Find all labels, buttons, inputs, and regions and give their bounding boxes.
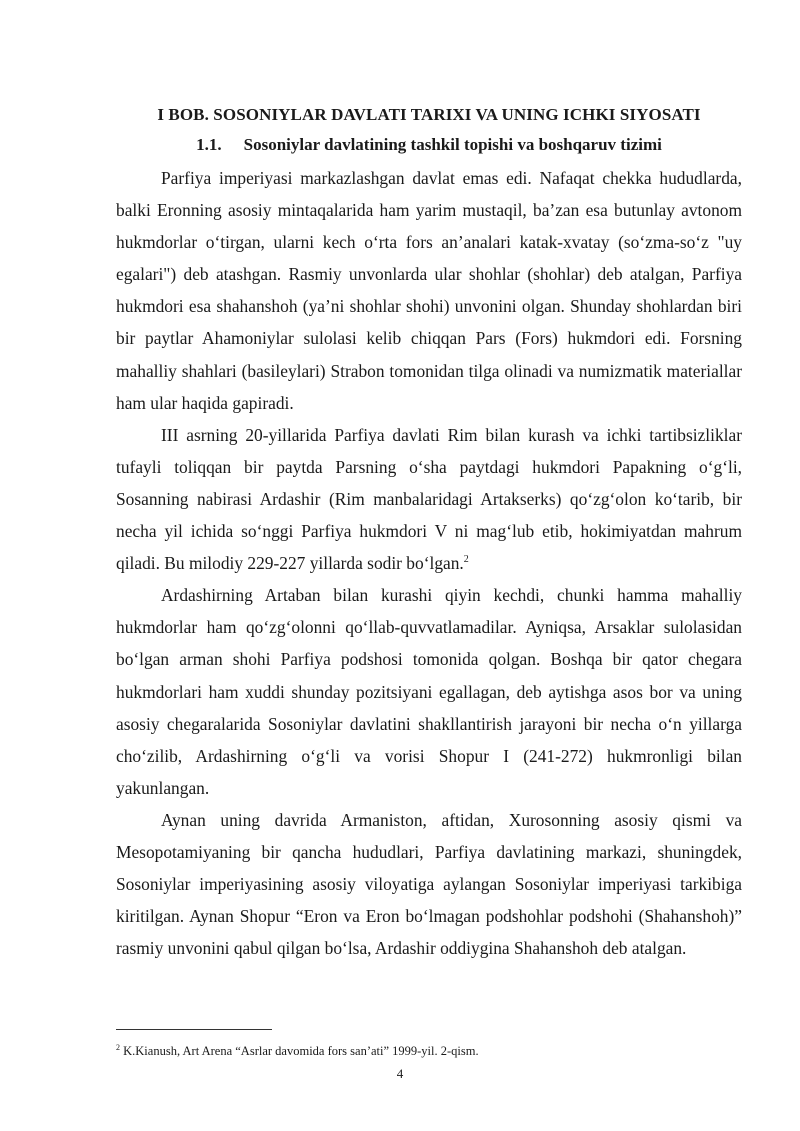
chapter-title: I BOB. SOSONIYLAR DAVLATI TARIXI VA UNING ICHKI SIYOSATI [157, 105, 701, 124]
section-heading [116, 130, 742, 160]
footnote [116, 1040, 742, 1059]
paragraph [116, 579, 742, 804]
footnote-marker: 2 [116, 1043, 120, 1052]
paragraph [116, 804, 742, 964]
section-title: Sosoniylar davlatining tashkil topishi va boshqaruv tizimi [243, 135, 662, 154]
footnote-reference[interactable]: 2 [463, 554, 469, 566]
footnote-text: K.Kianush, Art Arena “Asrlar davomida fors san’ati” 1999-yil. 2-qism. [120, 1044, 479, 1059]
paragraph-text: III asrning 20-yillarida Parfiya davlati Rim bilan kurash va ichki tartibsizliklar tufayli toliqqan bir paytda Parsning o‘sha paytdagi hukmdori Papakning o‘g‘li, Sosanning nabirasi Ardashir (Rim manbalaridagi Artakserks) qo‘zg‘olon ko‘tarib, bir necha yil ichida so‘nggi Parfiya hukmdori V ni mag‘lub etib, hokimiyatdan mahrum qiladi. Bu milodiy 229-227 yillarda sodir bo‘lgan. [116, 424, 742, 574]
paragraph-text: Ardashirning Artaban bilan kurashi qiyin kechdi, chunki hamma mahalliy hukmdorlar ham qo‘zg‘olonni qo‘llab-quvvatlamadilar. Ayniqsa, Arsaklar sulolasidan bo‘lgan arman shohi Parfiya podshosi tomonida qolgan. Boshqa bir qator chegara hukmdorlari ham xuddi shunday pozitsiyani egallagan, deb aytishga asos bor va uning asosiy chegaralarida Sosoniylar davlatini shakllantirish jarayoni bir necha o‘n yillarga cho‘zilib, Ardashirning o‘g‘li va vorisi Shopur I (241-272) hukmronligi bilan yakunlangan. [116, 585, 742, 798]
paragraph-text: Aynan uning davrida Armaniston, aftidan, Xurosonning asosiy qismi va Mesopotamiyaning bir qancha hududlari, Parfiya davlatining markazi, shuningdek, Sosoniylar imperiyasining asosiy viloyatiga aylangan Sosoniylar imperiyasi tarkibiga kiritilgan. Aynan Shopur “Eron va Eron bo‘lmagan podshohlar podshohi (Shahanshoh)” rasmiy unvonini qabul qilgan bo‘lsa, Ardashir oddiygina Shahanshoh deb atalgan. [116, 809, 742, 959]
paragraph [116, 419, 742, 579]
page-number: 4 [396, 1066, 404, 1081]
main-text [116, 100, 742, 964]
footnote-separator [116, 1029, 272, 1030]
section-number: 1.1. [196, 135, 222, 154]
paragraph-text: Parfiya imperiyasi markazlashgan davlat emas edi. Nafaqat chekka hududlarda, balki Eronning asosiy mintaqalarida ham yarim mustaqil, ba’zan esa butunlay avtonom hukmdorlar o‘tirgan, ularni kech o‘rta fors an’analari katak-xvatay (so‘zma-so‘z "uy egalari") deb atashgan. Rasmiy unvonlarda ular shohlar (shohlar) deb atalgan, Parfiya hukmdori esa shahanshoh (ya’ni shohlar shohi) unvonini olgan. Shunday shohlardan biri bir paytlar Ahamoniylar sulolasi kelib chiqqan Pars (Fors) hukmdori edi. Forsning mahalliy shahlari (basileylari) Strabon tomonidan tilga olinadi va numizmatik materiallar ham ular haqida gapiradi. [116, 168, 742, 413]
paragraph [116, 162, 742, 419]
